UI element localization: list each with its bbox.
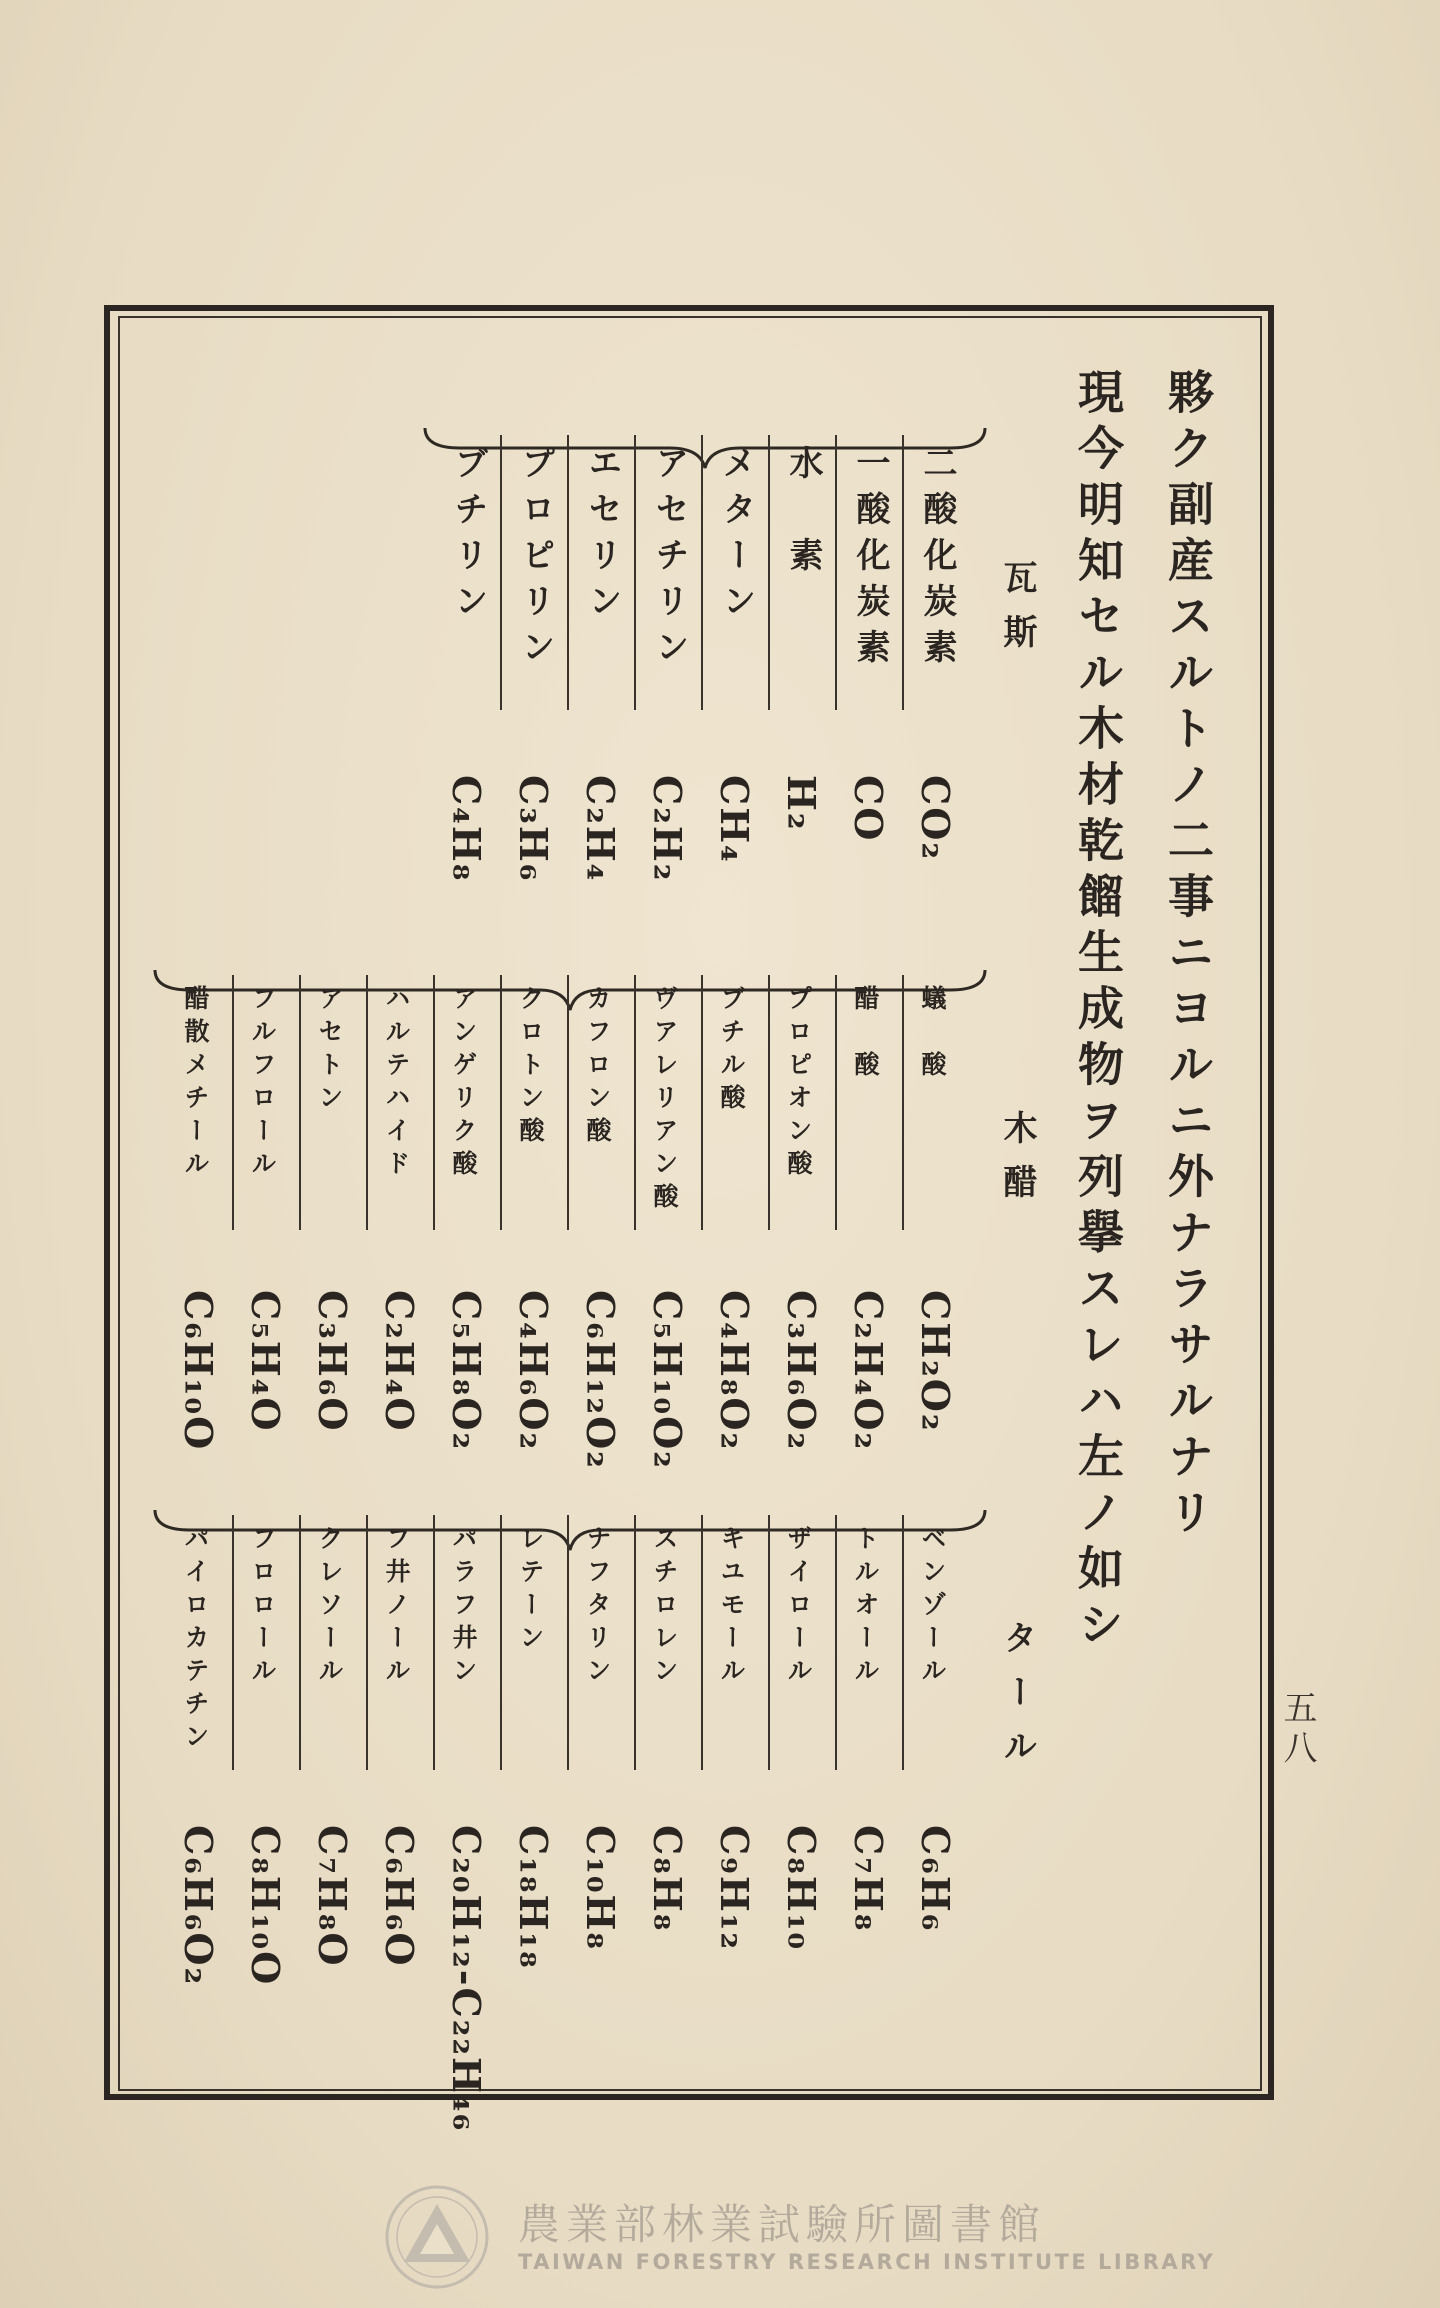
- gas-name: メターン: [716, 445, 756, 629]
- gas-separator: [500, 435, 502, 710]
- tar-name: スチロレン: [650, 1525, 679, 1690]
- gas-name: アセチリン: [649, 445, 689, 675]
- vinegar-name: 蟻 酸: [918, 985, 947, 1084]
- vinegar-separator: [634, 975, 636, 1230]
- gas-formula: CH₄: [712, 775, 757, 864]
- library-seal-icon: [382, 2182, 492, 2292]
- tar-formula: C₈H₁₀: [779, 1825, 824, 1952]
- gas-formula: CO: [846, 775, 891, 843]
- vinegar-name: フルフロール: [248, 985, 277, 1183]
- library-name-zh: 農業部林業試驗所圖書館: [518, 2200, 1047, 2249]
- vinegar-name: アセトン: [315, 985, 344, 1117]
- gas-name: 水 素: [783, 445, 823, 583]
- vinegar-name: カフロン酸: [583, 985, 612, 1150]
- tar-name: トルオール: [851, 1525, 880, 1690]
- tar-formula: C₁₈H₁₈: [511, 1825, 556, 1970]
- vinegar-name: ヴアレリアン酸: [650, 985, 679, 1216]
- tar-formula: C₇H₈O: [310, 1825, 355, 1968]
- gas-name: 二酸化炭素: [917, 445, 957, 675]
- tar-separator: [701, 1515, 703, 1770]
- vinegar-formula: CH₂O₂: [913, 1290, 958, 1433]
- vinegar-name: プロピオン酸: [784, 985, 813, 1183]
- tar-name: ザイロール: [784, 1525, 813, 1690]
- vinegar-separator: [768, 975, 770, 1230]
- tar-separator: [232, 1515, 234, 1770]
- title-line-1: 夥ク副産スルトノ二事ニヨルニ外ナラサルナリ: [1161, 368, 1215, 1544]
- tar-separator: [433, 1515, 435, 1770]
- gas-name: エセリン: [582, 445, 622, 629]
- tar-name: パラフ井ン: [449, 1525, 478, 1690]
- gas-separator: [634, 435, 636, 710]
- tar-formula: C₁₀H₈: [578, 1825, 623, 1952]
- vinegar-separator: [701, 975, 703, 1230]
- gas-formula: C₂H₄: [578, 775, 623, 883]
- gas-heading: 瓦斯: [997, 560, 1037, 668]
- vinegar-name: アンゲリク酸: [449, 985, 478, 1183]
- tar-separator: [902, 1515, 904, 1770]
- gas-separator: [768, 435, 770, 710]
- gas-formula: CO₂: [913, 775, 958, 861]
- vinegar-name: クロトン酸: [516, 985, 545, 1150]
- vinegar-separator: [366, 975, 368, 1230]
- tar-formula: C₆H₆O: [377, 1825, 422, 1968]
- gas-name: ブチリン: [448, 445, 488, 629]
- tar-separator: [634, 1515, 636, 1770]
- vinegar-formula: C₅H₁₀O₂: [645, 1290, 690, 1470]
- vinegar-formula: C₅H₈O₂: [444, 1290, 489, 1452]
- vinegar-name: ブチル酸: [717, 985, 746, 1117]
- vinegar-formula: C₆H₁₂O₂: [578, 1290, 623, 1470]
- vinegar-name: ハルテハイド: [382, 985, 411, 1183]
- vinegar-formula: C₃H₆O₂: [779, 1290, 824, 1452]
- vinegar-formula: C₆H₁₀O: [176, 1290, 221, 1452]
- vinegar-name: 醋散メチール: [181, 985, 210, 1183]
- gas-brace: [420, 418, 990, 478]
- tar-formula: C₆H₆: [913, 1825, 958, 1933]
- tar-name: ベンゾール: [918, 1525, 947, 1690]
- vinegar-separator: [299, 975, 301, 1230]
- tar-separator: [567, 1515, 569, 1770]
- gas-formula: C₄H₈: [444, 775, 489, 883]
- gas-formula: H₂: [779, 775, 824, 832]
- vinegar-formula: C₄H₈O₂: [712, 1290, 757, 1452]
- tar-name: キユモール: [717, 1525, 746, 1690]
- page-number: 五八: [1277, 1690, 1317, 1770]
- tar-separator: [768, 1515, 770, 1770]
- gas-formula: C₃H₆: [511, 775, 556, 883]
- tar-name: レテーン: [516, 1525, 545, 1657]
- vinegar-formula: C₃H₆O: [310, 1290, 355, 1433]
- vinegar-separator: [902, 975, 904, 1230]
- tar-formula: C₈H₁₀O: [243, 1825, 288, 1987]
- tar-separator: [835, 1515, 837, 1770]
- gas-separator: [701, 435, 703, 710]
- tar-formula: C₆H₆O₂: [176, 1825, 221, 1987]
- vinegar-separator: [433, 975, 435, 1230]
- vinegar-formula: C₂H₄O: [377, 1290, 422, 1433]
- vinegar-separator: [835, 975, 837, 1230]
- tar-formula: C₉H₁₂: [712, 1825, 757, 1952]
- title-line-2: 現今明知セル木材乾餾生成物ヲ列擧スレハ左ノ如シ: [1071, 368, 1125, 1656]
- vinegar-separator: [232, 975, 234, 1230]
- tar-name: フロロール: [248, 1525, 277, 1690]
- tar-separator: [366, 1515, 368, 1770]
- gas-formula: C₂H₂: [645, 775, 690, 883]
- tar-formula: C₈H₈: [645, 1825, 690, 1933]
- tar-separator: [299, 1515, 301, 1770]
- gas-separator: [835, 435, 837, 710]
- gas-name: プロピリン: [515, 445, 555, 675]
- gas-name: 一酸化炭素: [850, 445, 890, 675]
- vinegar-name: 醋 酸: [851, 985, 880, 1084]
- vinegar-separator: [500, 975, 502, 1230]
- tar-formula: C₇H₈: [846, 1825, 891, 1933]
- vinegar-heading: 木醋: [997, 1110, 1037, 1218]
- vinegar-separator: [567, 975, 569, 1230]
- gas-separator: [902, 435, 904, 710]
- gas-separator: [567, 435, 569, 710]
- library-name-en: TAIWAN FORESTRY RESEARCH INSTITUTE LIBRARY: [518, 2250, 1216, 2274]
- tar-name: フ井ノール: [382, 1525, 411, 1690]
- vinegar-formula: C₅H₄O: [243, 1290, 288, 1433]
- tar-heading: タール: [997, 1620, 1037, 1782]
- tar-formula: C₂₀H₁₂-C₂₂H₄₆: [444, 1825, 489, 2133]
- tar-name: ナフタリン: [583, 1525, 612, 1690]
- tar-name: クレソール: [315, 1525, 344, 1690]
- tar-separator: [500, 1515, 502, 1770]
- vinegar-formula: C₄H₆O₂: [511, 1290, 556, 1452]
- tar-name: パイロカテチン: [181, 1525, 210, 1756]
- vinegar-formula: C₂H₄O₂: [846, 1290, 891, 1452]
